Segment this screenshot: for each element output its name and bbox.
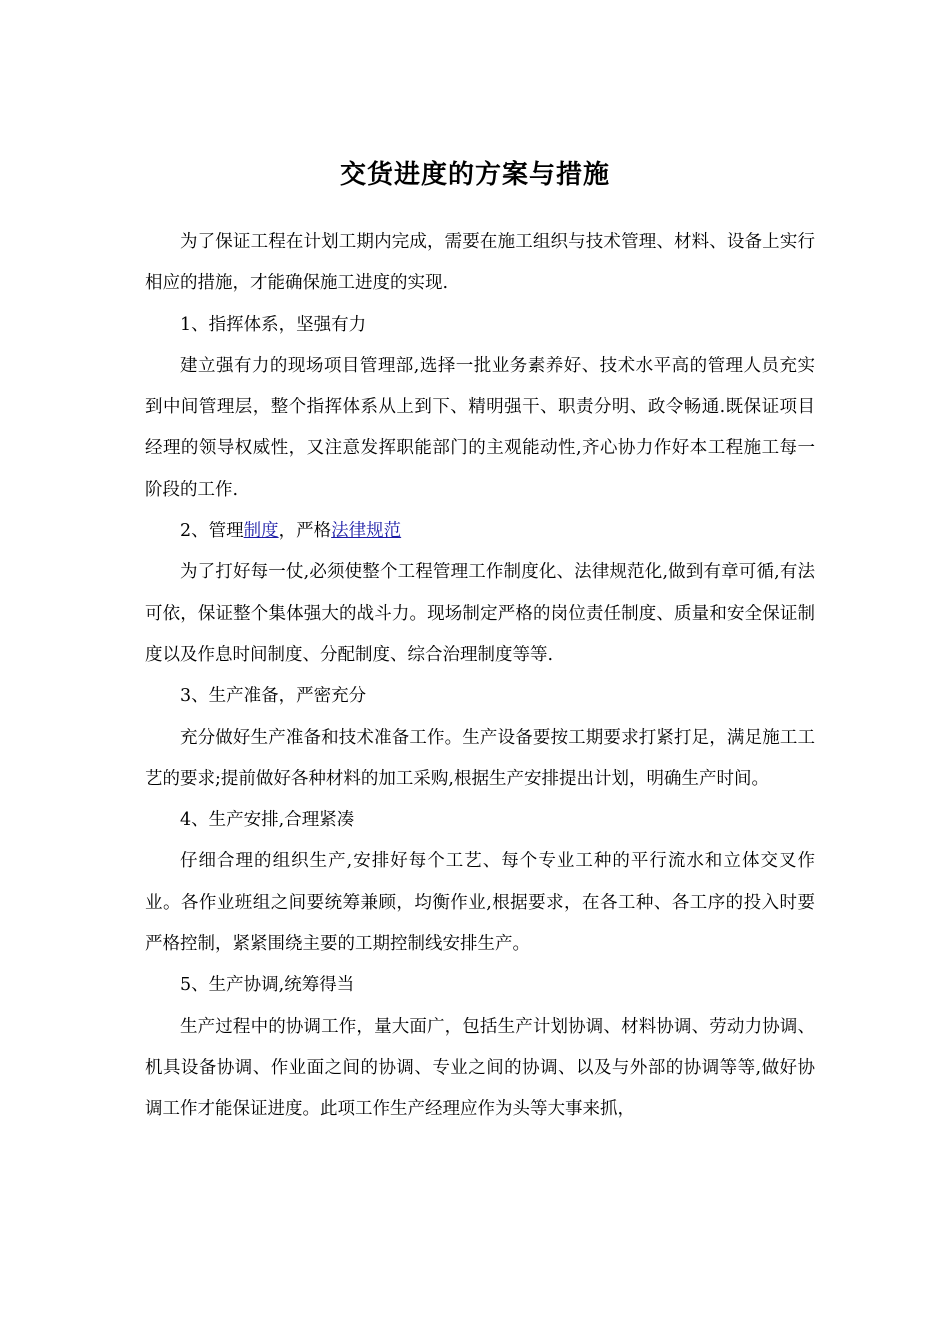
link-zhidu[interactable]: 制度	[243, 521, 279, 542]
section-3-heading: 3、生产准备，严密充分	[180, 686, 367, 707]
document-body	[145, 222, 815, 1131]
section-2-body: 为了打好每一仗,必须使整个工程管理工作制度化、法律规范化,做到有章可循,有法可依，保证整个集体强大的战斗力。现场制定严格的岗位责任制度、质量和安全保证制度以及作息时间制度、分配制度、综合治理制度等等.	[145, 562, 815, 665]
section-5-body: 生产过程中的协调工作，量大面广，包括生产计划协调、材料协调、劳动力协调、机具设备协调、作业面之间的协调、专业之间的协调、以及与外部的协调等等,做好协调工作才能保证进度。此项工作生产经理应作为头等大事来抓，	[145, 1016, 815, 1120]
section-4-heading: 4、生产安排,合理紧凑	[180, 810, 355, 831]
section-1-heading: 1、指挥体系，坚强有力	[180, 314, 367, 335]
link-falvguifan[interactable]: 法律规范	[331, 521, 402, 542]
section-3-body: 充分做好生产准备和技术准备工作。生产设备要按工期要求打紧打足，满足施工工艺的要求;提前做好各种材料的加工采购,根据生产安排提出计划，明确生产时间。	[145, 727, 815, 789]
section-2-heading	[145, 511, 815, 552]
section-1-body: 建立强有力的现场项目管理部,选择一批业务素养好、技术水平高的管理人员充实到中间管理层，整个指挥体系从上到下、精明强干、职责分明、政令畅通.既保证项目经理的领导权威性，又注意发挥职能部门的主观能动性,齐心协力作好本工程施工每一阶段的工作.	[145, 355, 815, 500]
intro-paragraph: 为了保证工程在计划工期内完成，需要在施工组织与技术管理、材料、设备上实行相应的措施，才能确保施工进度的实现.	[145, 232, 815, 294]
section-2-heading-prefix: 2、管理	[180, 521, 244, 542]
section-5-heading: 5、生产协调,统筹得当	[180, 975, 355, 996]
section-2-heading-middle: ，严格	[278, 521, 332, 542]
section-4-body: 仔细合理的组织生产,安排好每个工艺、每个专业工种的平行流水和立体交叉作业。各作业班组之间要统筹兼顾，均衡作业,根据要求，在各工种、各工序的投入时要严格控制，紧紧围绕主要的工期控制线安排生产。	[145, 851, 815, 955]
document-title: 交货进度的方案与措施	[339, 160, 610, 190]
